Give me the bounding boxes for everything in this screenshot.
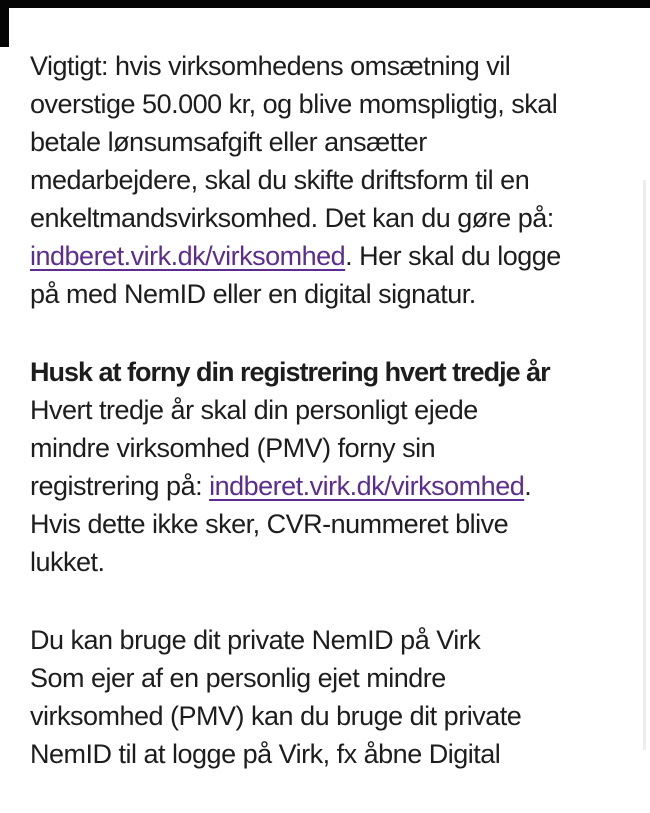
text-line: Som ejer af en personlig ejet mindre <box>30 663 446 693</box>
text-line <box>30 237 561 275</box>
text-line: enkeltmandsvirksomhed. Det kan du gøre på: <box>30 203 554 233</box>
paragraph-nemid <box>30 621 561 773</box>
text-line: Hvert tredje år skal din personligt ejede <box>30 395 478 425</box>
link-indberet-virk[interactable]: indberet.virk.dk/virksomhed <box>30 241 346 271</box>
text-after-link: . Her skal du logge <box>345 241 561 271</box>
text-line: Du kan bruge dit private NemID på Virk <box>30 625 481 655</box>
text-line: mindre virksomhed (PMV) forny sin <box>30 433 436 463</box>
paragraph-renewal <box>30 353 561 581</box>
page-edge-line <box>643 180 646 750</box>
paragraph-important-notice <box>30 47 561 313</box>
text-line: medarbejdere, skal du skifte driftsform til en <box>30 165 530 195</box>
section-heading-renewal: Husk at forny din registrering hvert tredje år <box>30 357 550 387</box>
text-line: Vigtigt: hvis virksomhedens omsætning vil <box>30 51 511 81</box>
text-before-link: registrering på: <box>30 471 210 501</box>
link-indberet-virk[interactable]: indberet.virk.dk/virksomhed <box>209 471 525 501</box>
text-line: betale lønsumsafgift eller ansætter <box>30 127 427 157</box>
text-line: lukket. <box>30 547 105 577</box>
text-line: Hvis dette ikke sker, CVR-nummeret blive <box>30 509 509 539</box>
text-line <box>30 467 561 505</box>
text-line: overstige 50.000 kr, og blive momspligtig, skal <box>30 89 558 119</box>
text-line: virksomhed (PMV) kan du bruge dit private <box>30 701 522 731</box>
text-after-link: . <box>524 471 532 501</box>
text-line: på med NemID eller en digital signatur. <box>30 279 476 309</box>
text-line-partially-cut: NemID til at logge på Virk, fx åbne Digital <box>30 739 501 769</box>
